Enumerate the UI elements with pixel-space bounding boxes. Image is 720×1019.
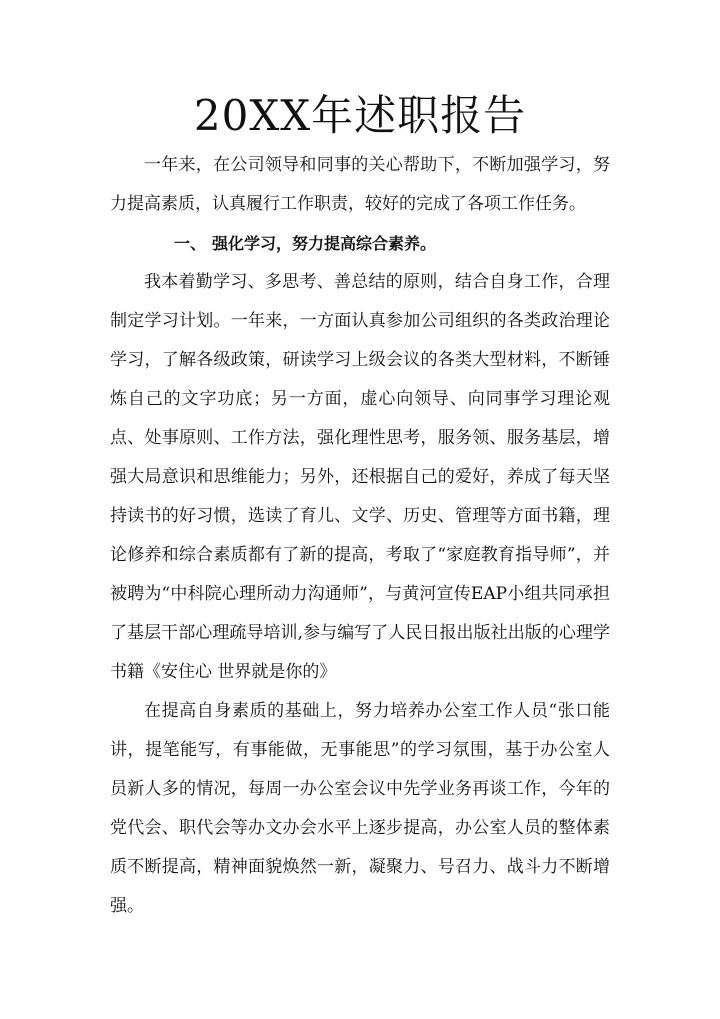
document-title: 20XX年述职报告 (193, 91, 527, 140)
intro-paragraph: 一年来，在公司领导和同事的关心帮助下，不断加强学习，努力提高素质，认真履行工作职责，较好的完成了各项工作任务。 (110, 155, 610, 214)
section-heading (110, 224, 610, 263)
section-heading-text: 强化学习，努力提高综合素养。 (212, 234, 437, 253)
body-paragraph: 在提高自身素质的基础上，努力培养办公室工作人员“张口能讲，提笔能写，有事能做，无事能思”的学习氛围，基于办公室人员新人多的情况，每周一办公室会议中先学业务再谈工作，今年的党代会、职代会等办文办会水平上逐步提高，办公室人员的整体素质不断提高，精神面貌焕然一新，凝聚力、号召力、战斗力不断增强。 (110, 701, 610, 916)
document-body (110, 146, 610, 926)
section-number: 一、 (174, 234, 207, 253)
body-paragraph: 我本着勤学习、多思考、善总结的原则，结合自身工作，合理制定学习计划。一年来，一方面认真参加公司组织的各类政治理论学习，了解各级政策，研读学习上级会议的各类大型材料，不断锤炼自己的文字功底；另一方面，虚心向领导、向同事学习理论观点、处事原则、工作方法，强化理性思考，服务领、服务基层，增强大局意识和思维能力；另外，还根据自己的爱好，养成了每天坚持读书的好习惯，选读了育儿、文学、历史、管理等方面书籍，理论修养和综合素质都有了新的提高，考取了“家庭教育指导师”，并被聘为“中科院心理所动力沟通师”，与黄河宣传EAP小组共同承担了基层干部心理疏导培训,参与编写了人民日报出版社出版的心理学书籍《安住心 世界就是你的》 (110, 272, 610, 682)
